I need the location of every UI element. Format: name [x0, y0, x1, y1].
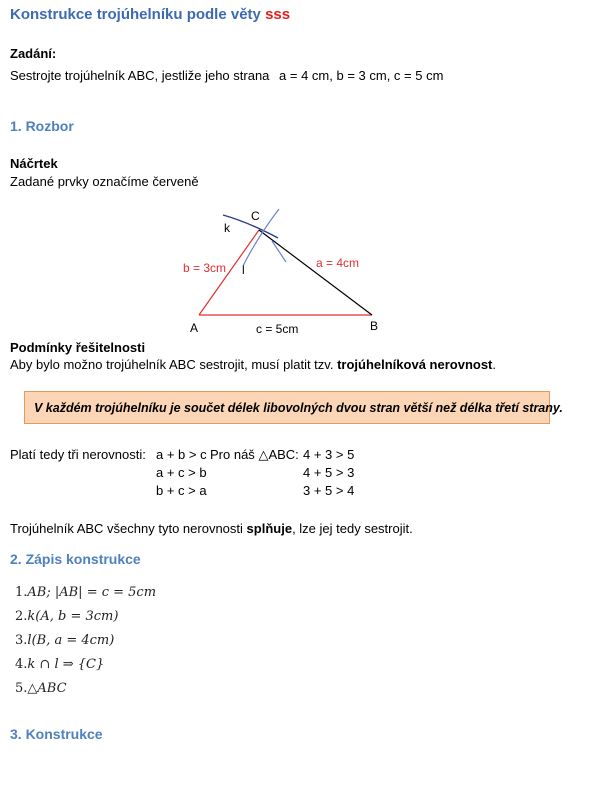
- step-number: 3.: [15, 633, 28, 648]
- nacrtek-heading: Náčrtek: [10, 156, 58, 171]
- note-text: V každém trojúhelníku je součet délek libovolných dvou stran větší než délka třetí strany.: [34, 401, 563, 415]
- step-text: △ABC: [27, 681, 67, 696]
- construction-step-5: [15, 681, 67, 696]
- pro-nas-abc: ABC:: [268, 447, 299, 462]
- conclusion-text: [10, 521, 413, 536]
- step-text: k(A, b = 3cm): [27, 609, 119, 624]
- podminky-heading: Podmínky řešitelnosti: [10, 340, 146, 355]
- vertex-c-label: C: [251, 209, 260, 223]
- construction-step-2: [15, 609, 118, 624]
- conclusion-bold: splňuje: [246, 521, 293, 536]
- triangle-symbol: △: [258, 447, 269, 462]
- step-text: k ∩ l ⇒ {C}: [27, 657, 105, 672]
- inequality-concrete-1: 4 + 3 > 5: [303, 447, 355, 462]
- podminky-text-before: Aby bylo možno trojúhelník ABC sestrojit, musí platit tzv.: [10, 357, 334, 372]
- conclusion-after: , lze jej tedy sestrojit.: [292, 521, 413, 536]
- zadani-values: a = 4 cm, b = 3 cm, c = 5 cm: [279, 68, 444, 83]
- step-text: l(B, a = 4cm): [27, 633, 115, 648]
- podminky-text: [10, 357, 496, 372]
- step-number: 4.: [15, 657, 28, 672]
- circle-k-label: k: [224, 221, 230, 235]
- pro-nas-label: [210, 447, 299, 463]
- construction-step-4: [15, 657, 104, 672]
- vertex-b-label: B: [370, 319, 379, 333]
- circle-l-label: l: [242, 263, 245, 277]
- nacrtek-text: Zadané prvky označíme červeně: [10, 174, 199, 189]
- side-c-label: c = 5cm: [256, 322, 299, 336]
- title-main: Konstrukce trojúhelníku podle věty: [10, 6, 261, 23]
- step-number: 1.: [15, 585, 28, 600]
- zapis-heading: 2. Zápis konstrukce: [10, 551, 141, 567]
- inequality-concrete-3: 3 + 5 > 4: [303, 483, 355, 498]
- side-b-label: b = 3cm: [183, 261, 227, 275]
- construction-step-1: [15, 585, 156, 600]
- konstrukce-heading: 3. Konstrukce: [10, 726, 103, 742]
- inequality-general-3: b + c > a: [156, 483, 207, 498]
- zadani-heading: Zadání:: [10, 46, 57, 61]
- arc-l-tail: [272, 241, 286, 262]
- inequality-general-1: a + b > c: [156, 447, 207, 462]
- step-text: AB; |AB| = c = 5cm: [27, 585, 157, 600]
- vertex-a-label: A: [190, 321, 199, 335]
- step-number: 5.: [15, 681, 28, 696]
- construction-step-3: [15, 633, 114, 648]
- arc-l: [243, 209, 279, 266]
- conclusion-before: Trojúhelník ABC všechny tyto nerovnosti: [10, 521, 243, 536]
- triangle-inequality-note: [24, 391, 563, 424]
- zadani-sentence: Sestrojte trojúhelník ABC, jestliže jeho strana: [10, 68, 270, 83]
- inequality-general-2: a + c > b: [156, 465, 207, 480]
- podminky-text-after: .: [492, 357, 497, 372]
- side-a-label: a = 4cm: [316, 256, 360, 270]
- nerovnosti-label: Platí tedy tři nerovnosti:: [10, 447, 146, 462]
- title-highlight: sss: [265, 6, 291, 23]
- side-a-line: [259, 230, 372, 315]
- rozbor-heading: 1. Rozbor: [10, 118, 74, 134]
- podminky-text-bold: trojúhelníková nerovnost: [337, 357, 493, 372]
- pro-nas-text: Pro náš: [210, 447, 255, 462]
- step-number: 2.: [15, 609, 28, 624]
- inequality-concrete-2: 4 + 5 > 3: [303, 465, 355, 480]
